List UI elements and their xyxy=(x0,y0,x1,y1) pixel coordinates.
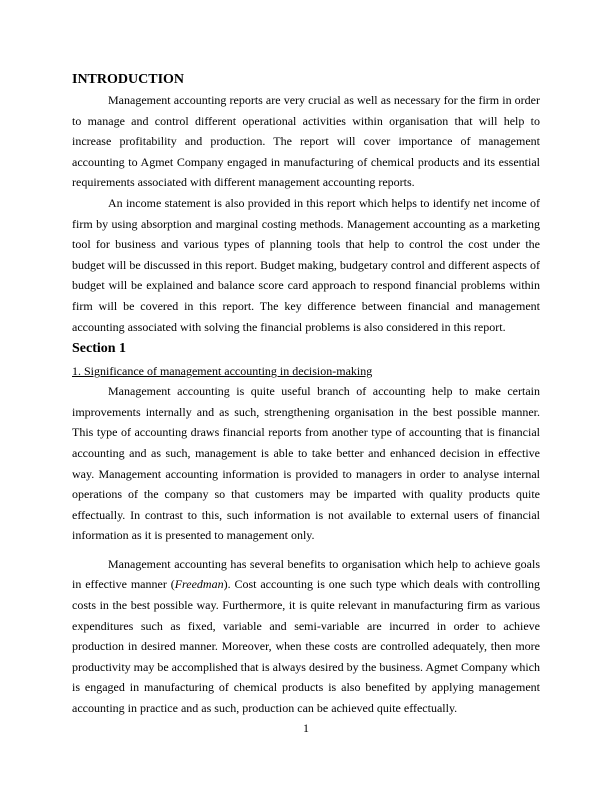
citation-freedman: Freedman xyxy=(174,577,224,592)
intro-paragraph-1: Management accounting reports are very crucial as well as necessary for the firm in order to manage and control different operational activities within organisation that will help to increase profitability and production. The report will cover importance of management accounting to Agmet Company engaged in manufacturing of chemical products and its essential requirements associated with different management accounting reports. xyxy=(72,93,540,190)
page-number: 1 xyxy=(303,721,309,735)
document-page xyxy=(72,70,540,719)
section-1-heading: Section 1 xyxy=(72,341,127,357)
section-1-subheading: 1. Significance of management accounting in decision-making xyxy=(72,364,373,379)
paragraph-2-text-start: Management accounting has several benefits to organisation which help to achieve goals in effective manner ( xyxy=(72,556,540,592)
introduction-heading: INTRODUCTION xyxy=(72,72,185,87)
section-1-paragraph-2 xyxy=(72,554,540,719)
section-1-paragraph-1: Management accounting is quite useful branch of accounting help to make certain improvements internally and as such, strengthening organisation in the best possible manner. This type of accounting draws financial reports from another type of accounting that is financial accounting and as such, management is able to take better and enhanced decision in effective way. Management accounting information is provided to managers in order to analyse internal operations of the company so that customers may be imparted with quality products quite effectually. In contrast to this, such information is not available to external users of financial information as it is presented to management only. xyxy=(72,384,540,543)
intro-paragraph-2: An income statement is also provided in this report which helps to identify net income of firm by using absorption and marginal costing methods. Management accounting as a marketing tool for business and various types of planning tools that help to control the cost under the budget will be discussed in this report. Budget making, budgetary control and different aspects of budget will be explained and balance score card approach to respond financial problems within firm will be covered in this report. The key difference between financial and management accounting associated with solving the financial problems is also considered in this report. xyxy=(72,195,540,334)
paragraph-spacer xyxy=(72,546,540,554)
paragraph-2-text-end: ). Cost accounting is one such type which deals with controlling costs in the best possible way. Furthermore, it is quite relevant in manufacturing firm as various expenditures such as fixed, variable and semi-variable are incurred in order to achieve production in desired manner. Moreover, when these costs are controlled adequately, then more productivity may be accomplished that is always desired by the business. Agmet Company which is engaged in manufacturing of chemical products is also benefited by applying management accounting in practice and as such, production can be achieved quite effectually. xyxy=(72,577,540,716)
